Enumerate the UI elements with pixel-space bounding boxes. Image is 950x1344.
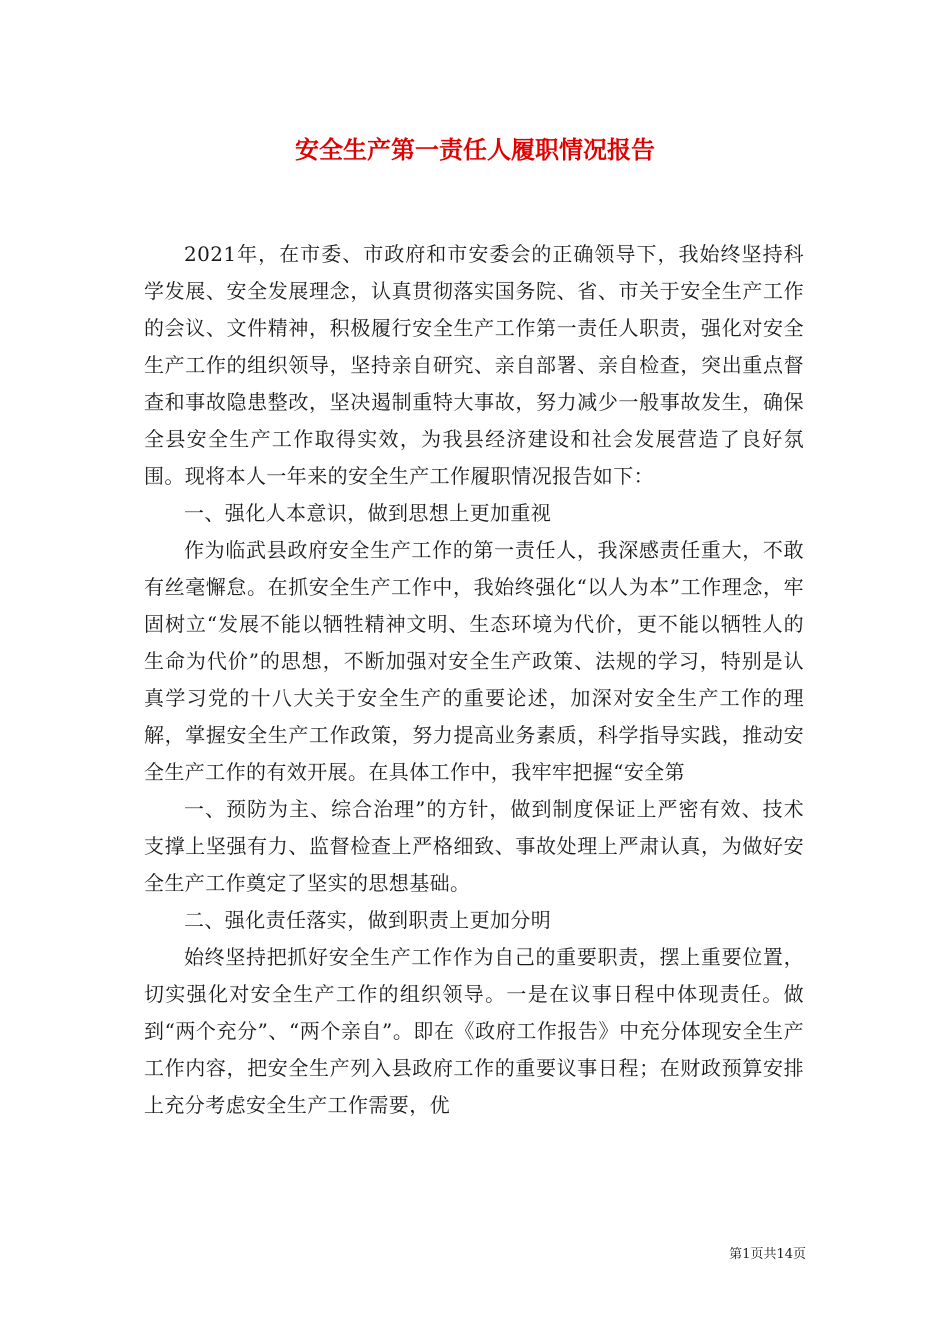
paragraph-intro: 2021年，在市委、市政府和市安委会的正确领导下，我始终坚持科学发展、安全发展理念，认真贯彻落实国务院、省、市关于安全生产工作的会议、文件精神，积极履行安全生产工作第一责任人职责，强化对安全生产工作的组织领导，坚持亲自研究、亲自部署、亲自检查，突出重点督查和事故隐患整改，坚决遏制重特大事故，努力减少一般事故发生，确保全县安全生产工作取得实效，为我县经济建设和社会发展营造了良好氛围。现将本人一年来的安全生产工作履职情况报告如下： [144, 242, 804, 488]
document-title: 安全生产第一责任人履职情况报告 [295, 135, 655, 164]
document-body [144, 236, 804, 1124]
section-heading-1: 一、强化人本意识，做到思想上更加重视 [184, 501, 552, 525]
section-heading-2: 二、强化责任落实，做到职责上更加分明 [184, 908, 552, 932]
paragraph-section-2: 始终坚持把抓好安全生产工作作为自己的重要职责，摆上重要位置，切实强化对安全生产工作的组织领导。一是在议事日程中体现责任。做到“两个充分”、“两个亲自”。即在《政府工作报告》中充分体现安全生产工作内容，把安全生产列入县政府工作的重要议事日程；在财政预算安排上充分考虑安全生产工作需要，优 [144, 945, 804, 1117]
paragraph-section-1: 作为临武县政府安全生产工作的第一责任人，我深感责任重大，不敢有丝毫懈怠。在抓安全生产工作中，我始终强化“以人为本”工作理念，牢固树立“发展不能以牺牲精神文明、生态环境为代价，更不能以牺牲人的生命为代价”的思想，不断加强对安全生产政策、法规的学习，特别是认真学习党的十八大关于安全生产的重要论述，加深对安全生产工作的理解，掌握安全生产工作政策，努力提高业务素质，科学指导实践，推动安全生产工作的有效开展。在具体工作中，我牢牢把握“安全第 [144, 538, 804, 784]
paragraph-section-1-cont: 一、预防为主、综合治理”的方针，做到制度保证上严密有效、技术支撑上坚强有力、监督检查上严格细致、事故处理上严肃认真，为做好安全生产工作奠定了坚实的思想基础。 [144, 797, 804, 895]
page-number-footer: 第1页共14页 [729, 1247, 806, 1262]
